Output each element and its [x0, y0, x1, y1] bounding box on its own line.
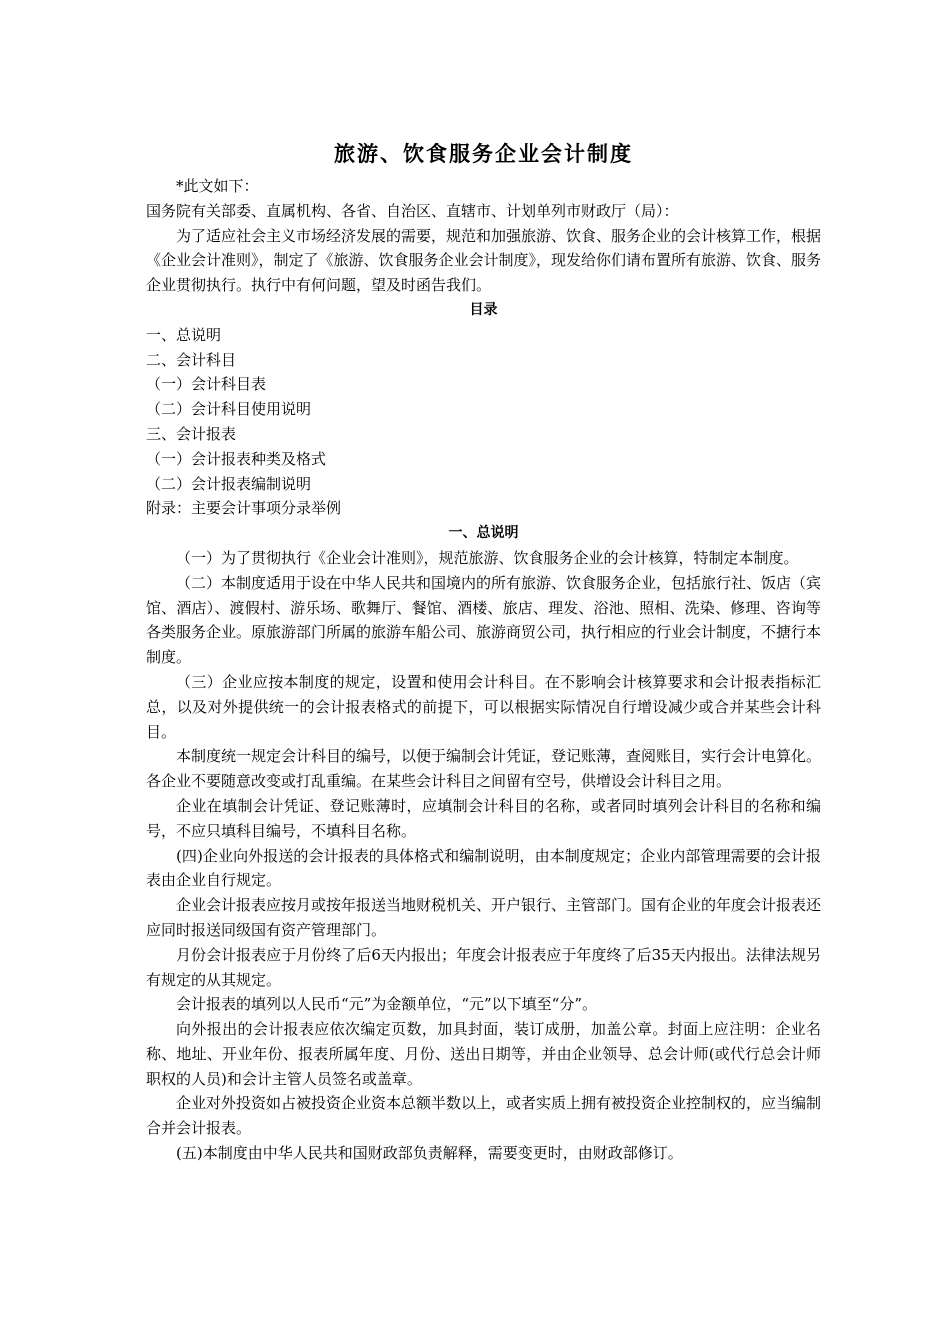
body-paragraph: 企业在填制会计凭证、登记账薄时，应填制会计科目的名称，或者同时填列会计科目的名称和编号，不应只填科目编号，不填科目名称。	[146, 796, 821, 840]
toc-item: （一）会计报表种类及格式	[146, 449, 327, 468]
toc-heading: 目录	[469, 301, 498, 318]
body-paragraph: 企业会计报表应按月或按年报送当地财税机关、开户银行、主管部门。国有企业的年度会计报表还应同时报送同级国有资产管理部门。	[146, 896, 822, 939]
toc-item: （二）会计科目使用说明	[146, 400, 312, 419]
body-paragraph: (四)企业向外报送的会计报表的具体格式和编制说明，由本制度规定；企业内部管理需要的会计报表由企业自行规定。	[146, 846, 821, 890]
body-paragraph: 企业对外投资如占被投资企业资本总额半数以上，或者实质上拥有被投资企业控制权的，应当编制合并会计报表。	[146, 1094, 822, 1138]
body-paragraph: 向外报出的会计报表应依次编定页数，加具封面，装订成册，加盖公章。封面上应注明：企业名称、地址、开业年份、报表所属年度、月份、送出日期等，并由企业领导、总会计师(或代行总会计师职权的人员)和会计主管人员签名或盖章。	[146, 1020, 821, 1088]
body-paragraph: 本制度统一规定会计科目的编号，以便于编制会计凭证，登记账薄，查阅账目，实行会计电算化。各企业不要随意改变或打乱重编。在某些会计科目之间留有空号，供增设会计科目之用。	[146, 747, 822, 791]
body-paragraph: （三）企业应按本制度的规定，设置和使用会计科目。在不影响会计核算要求和会计报表指标汇总，以及对外提供统一的会计报表格式的前提下，可以根据实际情况自行增设减少或合并某些会计科目。	[146, 672, 821, 741]
document-title: 旅游、饮食服务企业会计制度	[334, 142, 633, 166]
preface-note: *此文如下：	[176, 177, 259, 195]
body-paragraph: 月份会计报表应于月份终了后6天内报出；年度会计报表应于年度终了后35天内报出。法律法规另有规定的从其规定。	[146, 945, 821, 989]
section-body	[146, 546, 821, 1166]
body-paragraph: （二）本制度适用于设在中华人民共和国境内的所有旅游、饮食服务企业，包括旅行社、饭店（宾馆、酒店）、渡假村、游乐场、歌舞厅、餐馆、酒楼、旅店、理发、浴池、照相、洗染、修理、咨询等各类服务企业。原旅游部门所属的旅游车船公司、旅游商贸公司，执行相应的行业会计制度，不搪行本制度。	[146, 573, 822, 667]
toc-item: 二、会计科目	[146, 350, 237, 369]
toc-item: 附录：主要会计事项分录举例	[146, 499, 342, 518]
toc-item: 三、会计报表	[146, 424, 237, 443]
section-heading: 一、总说明	[448, 525, 519, 542]
body-paragraph: 会计报表的填列以人民币“元”为金额单位，“元”以下填至“分”。	[176, 995, 598, 1014]
recipients-line: 国务院有关部委、直属机构、各省、自治区、直辖市、计划单列市财政厅（局）：	[146, 201, 679, 220]
toc-item: （二）会计报表编制说明	[146, 474, 312, 493]
document-page	[146, 138, 821, 1166]
toc-item: 一、总说明	[146, 325, 222, 344]
intro-paragraph: 为了适应社会主义市场经济发展的需要，规范和加强旅游、饮食、服务企业的会计核算工作，根据《企业会计准则》，制定了《旅游、饮食服务企业会计制度》，现发给你们请布置所有旅游、饮食、服务企业贯彻执行。执行中有何问题，望及时函告我们。	[146, 226, 822, 295]
table-of-contents	[146, 323, 821, 521]
body-paragraph: (五)本制度由中华人民共和国财政部负责解释，需要变更时，由财政部修订。	[176, 1144, 683, 1163]
toc-item: （一）会计科目表	[146, 375, 267, 394]
body-paragraph: （一）为了贯彻执行《企业会计准则》，规范旅游、饮食服务企业的会计核算，特制定本制度。	[176, 548, 799, 567]
